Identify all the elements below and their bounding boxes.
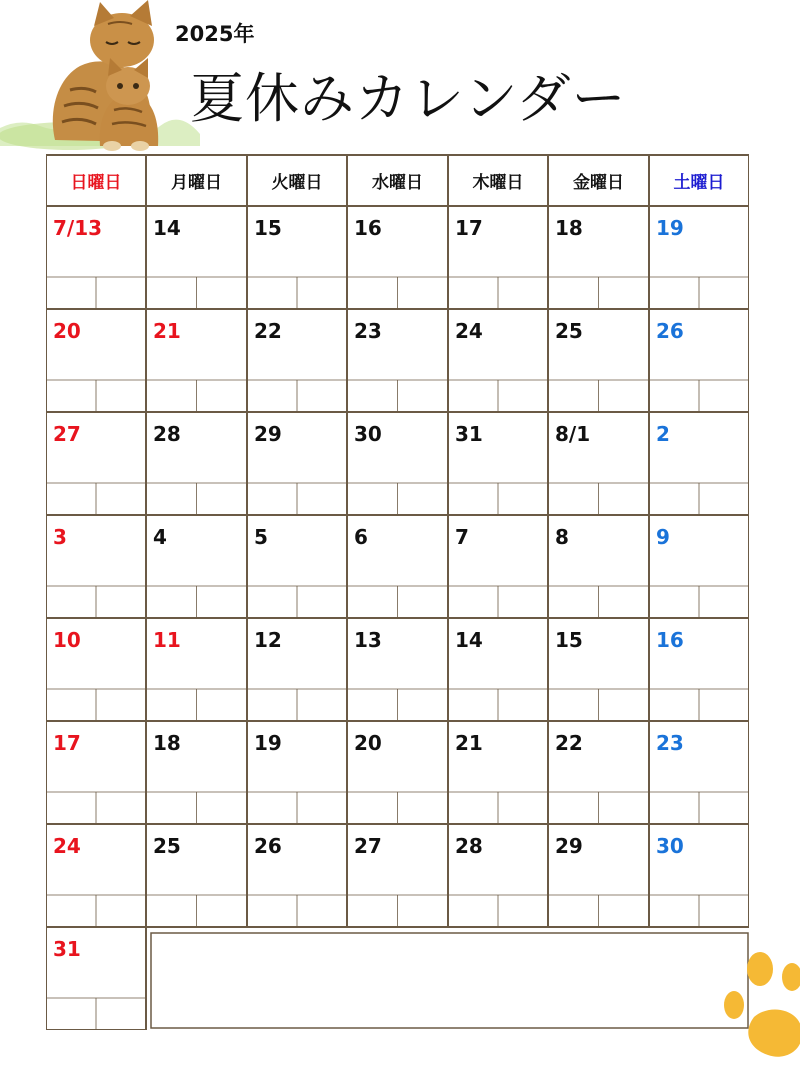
- day-cell: [448, 618, 548, 721]
- day-number: 17: [53, 731, 81, 755]
- day-cell: [146, 309, 247, 412]
- weekday-header: 土曜日: [673, 172, 725, 193]
- day-cell: [46, 206, 146, 309]
- day-number: 23: [656, 731, 684, 755]
- day-number: 16: [656, 628, 684, 652]
- day-cell: [649, 309, 749, 412]
- day-number: 8: [555, 525, 569, 549]
- day-cell: [448, 412, 548, 515]
- day-cell: [247, 412, 347, 515]
- day-number: 28: [153, 422, 181, 446]
- weekday-header: 水曜日: [372, 172, 423, 193]
- day-number: 12: [254, 628, 282, 652]
- day-number: 24: [53, 834, 81, 858]
- day-number: 11: [153, 628, 181, 652]
- day-cell: [46, 927, 146, 1030]
- day-cell: [247, 721, 347, 824]
- day-cell: [347, 206, 448, 309]
- page-title: 夏休みカレンダー: [190, 67, 627, 130]
- day-number: 30: [354, 422, 382, 446]
- day-number: 20: [53, 319, 81, 343]
- day-cell: [548, 721, 649, 824]
- day-number: 27: [53, 422, 81, 446]
- day-cell: [146, 412, 247, 515]
- day-cell: [46, 412, 146, 515]
- day-cell: [448, 721, 548, 824]
- day-cell: [548, 206, 649, 309]
- day-cell: [46, 824, 146, 927]
- paw-print-icon: [720, 947, 800, 1067]
- day-cell: [347, 515, 448, 618]
- weekday-header: 金曜日: [573, 172, 624, 193]
- day-cell: [146, 206, 247, 309]
- day-number: 18: [555, 216, 583, 240]
- day-cell: [247, 618, 347, 721]
- day-cell: [448, 824, 548, 927]
- day-cell: [347, 309, 448, 412]
- day-number: 2: [656, 422, 670, 446]
- calendar-grid: [46, 154, 749, 1030]
- day-number: 21: [153, 319, 181, 343]
- day-number: 21: [455, 731, 483, 755]
- day-number: 26: [656, 319, 684, 343]
- weekday-header: 火曜日: [271, 172, 323, 193]
- day-number: 18: [153, 731, 181, 755]
- day-number: 25: [555, 319, 583, 343]
- day-number: 19: [656, 216, 684, 240]
- day-number: 10: [53, 628, 81, 652]
- day-cell: [46, 515, 146, 618]
- weekday-header: 木曜日: [472, 172, 524, 193]
- day-cell: [548, 309, 649, 412]
- day-number: 29: [555, 834, 583, 858]
- day-number: 5: [254, 525, 268, 549]
- day-cell: [247, 515, 347, 618]
- day-cell: [448, 206, 548, 309]
- day-number: 25: [153, 834, 181, 858]
- day-number: 28: [455, 834, 483, 858]
- day-number: 15: [254, 216, 282, 240]
- day-number: 31: [53, 937, 81, 961]
- day-cell: [548, 412, 649, 515]
- calendar-year: 2025年: [175, 22, 255, 46]
- day-number: 27: [354, 834, 382, 858]
- day-cell: [146, 824, 247, 927]
- day-cell: [247, 309, 347, 412]
- day-number: 16: [354, 216, 382, 240]
- day-number: 6: [354, 525, 368, 549]
- day-number: 26: [254, 834, 282, 858]
- day-cell: [146, 618, 247, 721]
- day-cell: [347, 618, 448, 721]
- day-number: 20: [354, 731, 382, 755]
- day-cell: [448, 309, 548, 412]
- day-cell: [649, 824, 749, 927]
- day-cell: [46, 618, 146, 721]
- day-number: 23: [354, 319, 382, 343]
- day-cell: [548, 824, 649, 927]
- day-cell: [649, 515, 749, 618]
- day-number: 4: [153, 525, 167, 549]
- day-cell: [146, 515, 247, 618]
- notes-box: [151, 933, 748, 1028]
- day-cell: [247, 824, 347, 927]
- day-cell: [448, 515, 548, 618]
- day-number: 22: [254, 319, 282, 343]
- day-number: 22: [555, 731, 583, 755]
- day-number: 31: [455, 422, 483, 446]
- day-number: 19: [254, 731, 282, 755]
- day-number: 15: [555, 628, 583, 652]
- day-cell: [247, 206, 347, 309]
- day-cell: [548, 515, 649, 618]
- day-cell: [46, 309, 146, 412]
- day-number: 24: [455, 319, 483, 343]
- day-cell: [649, 721, 749, 824]
- day-number: 13: [354, 628, 382, 652]
- day-cell: [146, 721, 247, 824]
- day-cell: [649, 206, 749, 309]
- day-number: 14: [455, 628, 483, 652]
- day-number: 7: [455, 525, 469, 549]
- day-cell: [548, 618, 649, 721]
- weekday-header: 月曜日: [171, 172, 222, 193]
- day-cell: [347, 721, 448, 824]
- weekday-header: 日曜日: [70, 172, 122, 193]
- day-number: 29: [254, 422, 282, 446]
- day-cell: [347, 412, 448, 515]
- day-cell: [649, 618, 749, 721]
- day-number: 17: [455, 216, 483, 240]
- day-cell: [649, 412, 749, 515]
- day-number: 30: [656, 834, 684, 858]
- day-number: 9: [656, 525, 670, 549]
- day-cell: [46, 721, 146, 824]
- cats-illustration: [0, 0, 200, 158]
- day-number: 8/1: [555, 422, 591, 446]
- day-number: 7/13: [53, 216, 103, 240]
- day-cell: [347, 824, 448, 927]
- day-number: 14: [153, 216, 181, 240]
- day-number: 3: [53, 525, 67, 549]
